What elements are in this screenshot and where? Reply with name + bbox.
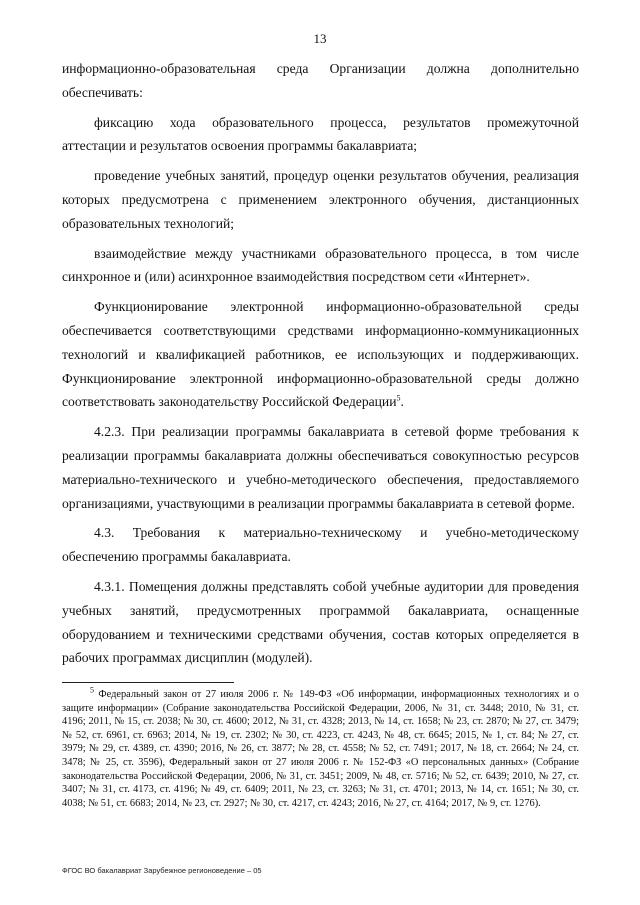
paragraph-conduct: проведение учебных занятий, процедур оценки результатов обучения, реализация которых предусмотрена с применением электронного обучения, дистанционных образовательных технологий; <box>62 168 579 231</box>
paragraph-interaction: взаимодействие между участниками образовательного процесса, в том числе синхронное и (или) асинхронное взаимодействия посредством сети «Интернет». <box>62 245 579 285</box>
footnote <box>62 685 579 810</box>
page-footer: ФГОС ВО бакалавриат Зарубежное регионоведение – 05 <box>62 866 262 875</box>
paragraph-functioning-text: Функционирование электронной информационно-образовательной среды обеспечивается соответствующими средствами информационно-коммуникационных технологий и квалификацией работников, ее использующих и поддерживающих. Функционирование электронной информационно-образовательной среды должно соответствовать законодательству Российской Федерации <box>62 299 579 410</box>
footnote-number: 5 <box>90 685 94 695</box>
document-body <box>62 57 579 676</box>
paragraph-functioning <box>62 295 579 414</box>
page-number: 13 <box>313 31 327 46</box>
footnote-reference[interactable]: 5 <box>396 393 401 403</box>
footnote-body <box>62 685 579 810</box>
footnote-text: Федеральный закон от 27 июля 2006 г. № 149-ФЗ «Об информации, информационных технологиях и о защите информации» (Собрание законодательства Российской Федерации, 2006, № 31, ст. 3448; 2010, № 31, ст. 4196; 2011, № 15, ст. 2038; № 30, ст. 4600; 2012, № 31, ст. 4328; 2013, № 14, ст. 1658; № 23, ст. 2870; № 27, ст. 3479; № 52, ст. 6961, ст. 6963; 2014, № 19, ст. 2302; № 30, ст. 4223, ст. 4243, № 48, ст. 6645; 2015, № 1, ст. 84; № 27, ст. 3979; № 29, ст. 4389, ст. 4390; 2016, № 26, ст. 3877; № 28, ст. 4558; № 52, ст. 7491; 2017, № 18, ст. 2664; № 24, ст. 3478; № 25, ст. 3596), Федеральный закон от 27 июля 2006 г. № 152-ФЗ «О персональных данных» (Собрание законодательства Российской Федерации, 2006, № 31, ст. 3451; 2009, № 48, ст. 5716; № 52, ст. 6439; 2010, № 27, ст. 3407; № 31, ст. 4173, ст. 4196; № 49, ст. 6409; 2011, № 23, ст. 3263; № 31, ст. 4701; 2013, № 14, ст. 1651; № 30, ст. 4038; № 51, ст. 6683; 2014, № 23, ст. 2927; № 30, ст. 4217, ст. 4243; 2016, № 27, ст. 4164; 2017, № 9, ст. 1276). <box>62 689 579 809</box>
paragraph-functioning-end: . <box>400 394 404 410</box>
paragraph-4-2-3: 4.2.3. При реализации программы бакалавриата в сетевой форме требования к реализации программы бакалавриата должны обеспечиваться совокупностью ресурсов материально-технического и учебно-методического обеспечения, предоставляемого организациями, участвующими в реализации программы бакалавриата в сетевой форме. <box>62 424 579 511</box>
footnote-divider <box>62 682 234 683</box>
paragraph-4-3-1: 4.3.1. Помещения должны представлять собой учебные аудитории для проведения учебных занятий, предусмотренных программой бакалавриата, оснащенные оборудованием и техническими средствами обучения, состав которых определяется в рабочих программах дисциплин (модулей). <box>62 578 579 666</box>
paragraph-intro: информационно-образовательная среда Организации должна дополнительно обеспечивать: <box>62 61 579 100</box>
paragraph-fixation: фиксацию хода образовательного процесса, результатов промежуточной аттестации и результатов освоения программы бакалавриата; <box>62 114 579 154</box>
paragraph-4-3: 4.3. Требования к материально-техническому и учебно-методическому обеспечению программы бакалавриата. <box>62 525 579 565</box>
